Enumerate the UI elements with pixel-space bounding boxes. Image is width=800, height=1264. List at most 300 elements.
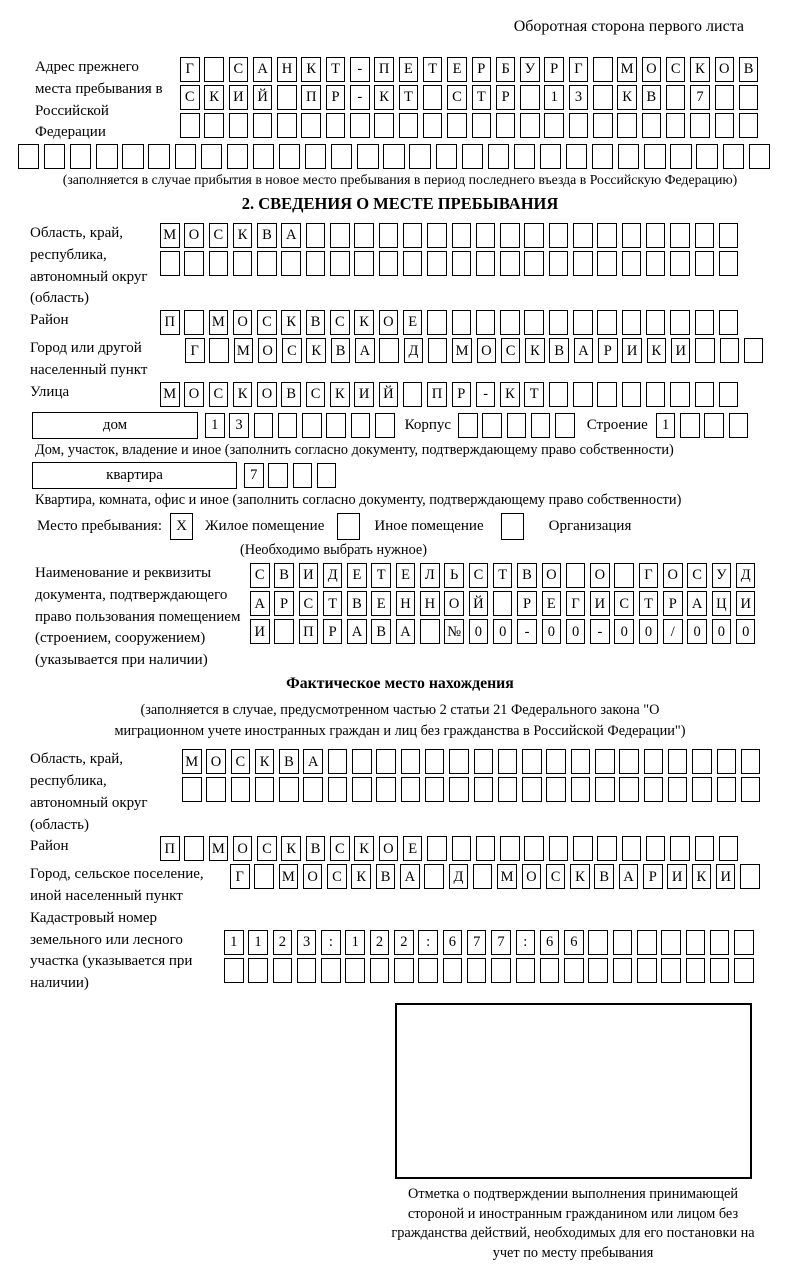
char-box[interactable]: Р [544, 57, 564, 82]
char-box[interactable] [209, 251, 229, 276]
char-box[interactable]: В [371, 619, 391, 644]
char-box[interactable] [443, 958, 463, 983]
char-box[interactable] [569, 113, 589, 138]
char-box[interactable] [375, 413, 395, 438]
char-box[interactable] [540, 144, 561, 169]
char-box[interactable] [613, 958, 633, 983]
char-box[interactable] [204, 113, 224, 138]
char-box[interactable] [686, 930, 706, 955]
char-box[interactable] [686, 958, 706, 983]
char-box[interactable] [277, 85, 297, 110]
char-box[interactable] [148, 144, 169, 169]
char-box[interactable]: 2 [394, 930, 414, 955]
char-box[interactable] [544, 113, 564, 138]
char-box[interactable] [644, 144, 665, 169]
char-box[interactable] [427, 310, 447, 335]
char-box[interactable] [739, 85, 759, 110]
char-box[interactable] [374, 113, 394, 138]
char-box[interactable]: С [501, 338, 521, 363]
char-box[interactable] [370, 958, 390, 983]
char-box[interactable] [619, 749, 639, 774]
char-box[interactable] [715, 85, 735, 110]
char-box[interactable] [427, 836, 447, 861]
char-box[interactable] [670, 251, 690, 276]
char-box[interactable] [427, 251, 447, 276]
char-box[interactable]: 0 [687, 619, 707, 644]
char-box[interactable]: Г [230, 864, 250, 889]
char-box[interactable]: О [590, 563, 610, 588]
char-box[interactable]: В [306, 836, 326, 861]
char-box[interactable] [549, 223, 569, 248]
char-box[interactable] [96, 144, 117, 169]
char-box[interactable] [622, 836, 642, 861]
char-box[interactable] [614, 563, 634, 588]
char-box[interactable] [224, 958, 244, 983]
char-box[interactable] [472, 113, 492, 138]
char-box[interactable] [376, 777, 396, 802]
char-box[interactable]: Е [399, 57, 419, 82]
char-box[interactable]: М [160, 382, 180, 407]
char-box[interactable]: Р [643, 864, 663, 889]
char-box[interactable]: О [715, 57, 735, 82]
char-box[interactable]: У [712, 563, 732, 588]
char-box[interactable]: Й [253, 85, 273, 110]
char-box[interactable]: А [355, 338, 375, 363]
char-box[interactable]: К [500, 382, 520, 407]
char-box[interactable] [617, 113, 637, 138]
char-box[interactable]: 1 [544, 85, 564, 110]
char-box[interactable] [474, 777, 494, 802]
char-box[interactable] [253, 113, 273, 138]
char-box[interactable]: М [209, 836, 229, 861]
char-box[interactable] [524, 251, 544, 276]
char-box[interactable] [618, 144, 639, 169]
checkbox-organizaciya[interactable] [501, 513, 524, 540]
char-box[interactable] [622, 251, 642, 276]
char-box[interactable] [425, 749, 445, 774]
char-box[interactable]: С [469, 563, 489, 588]
char-box[interactable]: 3 [569, 85, 589, 110]
char-box[interactable] [452, 223, 472, 248]
char-box[interactable]: 3 [229, 413, 249, 438]
char-box[interactable] [293, 463, 313, 488]
char-box[interactable]: 7 [244, 463, 264, 488]
char-box[interactable] [423, 85, 443, 110]
char-box[interactable] [524, 310, 544, 335]
char-box[interactable] [449, 777, 469, 802]
char-box[interactable] [717, 749, 737, 774]
char-box[interactable] [18, 144, 39, 169]
char-box[interactable] [498, 749, 518, 774]
char-box[interactable]: М [209, 310, 229, 335]
char-box[interactable] [257, 251, 277, 276]
checkbox-zhiloe[interactable]: X [170, 513, 193, 540]
char-box[interactable]: С [546, 864, 566, 889]
char-box[interactable] [729, 413, 749, 438]
char-box[interactable]: 0 [469, 619, 489, 644]
char-box[interactable]: 1 [656, 413, 676, 438]
char-box[interactable] [637, 958, 657, 983]
char-box[interactable]: В [281, 382, 301, 407]
char-box[interactable] [646, 382, 666, 407]
char-box[interactable] [593, 57, 613, 82]
char-box[interactable]: К [281, 836, 301, 861]
char-box[interactable]: И [716, 864, 736, 889]
char-box[interactable]: П [299, 619, 319, 644]
char-box[interactable]: С [209, 223, 229, 248]
char-box[interactable] [279, 777, 299, 802]
char-box[interactable] [704, 413, 724, 438]
char-box[interactable] [695, 382, 715, 407]
char-box[interactable]: И [590, 591, 610, 616]
char-box[interactable] [476, 251, 496, 276]
char-box[interactable] [719, 251, 739, 276]
char-box[interactable] [524, 836, 544, 861]
char-box[interactable]: 7 [491, 930, 511, 955]
char-box[interactable] [496, 113, 516, 138]
char-box[interactable] [661, 930, 681, 955]
char-box[interactable]: А [687, 591, 707, 616]
char-box[interactable] [715, 113, 735, 138]
char-box[interactable] [352, 749, 372, 774]
char-box[interactable]: - [517, 619, 537, 644]
char-box[interactable] [458, 413, 478, 438]
char-box[interactable]: О [663, 563, 683, 588]
char-box[interactable]: 3 [297, 930, 317, 955]
char-box[interactable]: Р [598, 338, 618, 363]
char-box[interactable]: Т [323, 591, 343, 616]
char-box[interactable]: 2 [273, 930, 293, 955]
char-box[interactable] [546, 749, 566, 774]
char-box[interactable] [394, 958, 414, 983]
char-box[interactable] [326, 413, 346, 438]
char-box[interactable] [749, 144, 770, 169]
char-box[interactable]: А [574, 338, 594, 363]
char-box[interactable]: К [255, 749, 275, 774]
char-box[interactable]: О [522, 864, 542, 889]
char-box[interactable] [741, 749, 761, 774]
char-box[interactable]: А [253, 57, 273, 82]
char-box[interactable]: № [444, 619, 464, 644]
char-box[interactable]: С [330, 310, 350, 335]
char-box[interactable]: 0 [736, 619, 756, 644]
char-box[interactable] [734, 930, 754, 955]
char-box[interactable]: О [184, 223, 204, 248]
char-box[interactable] [717, 777, 737, 802]
char-box[interactable] [695, 310, 715, 335]
char-box[interactable] [573, 310, 593, 335]
char-box[interactable]: Р [452, 382, 472, 407]
char-box[interactable]: О [379, 836, 399, 861]
char-box[interactable]: И [622, 338, 642, 363]
char-box[interactable] [666, 85, 686, 110]
char-box[interactable]: В [279, 749, 299, 774]
char-box[interactable] [516, 958, 536, 983]
char-box[interactable]: О [233, 310, 253, 335]
char-box[interactable]: Г [569, 57, 589, 82]
char-box[interactable]: С [687, 563, 707, 588]
char-box[interactable]: В [306, 310, 326, 335]
char-box[interactable] [354, 223, 374, 248]
char-box[interactable]: Ц [712, 591, 732, 616]
char-box[interactable] [279, 144, 300, 169]
char-box[interactable] [597, 382, 617, 407]
char-box[interactable] [744, 338, 764, 363]
char-box[interactable]: 1 [345, 930, 365, 955]
char-box[interactable] [70, 144, 91, 169]
char-box[interactable] [588, 958, 608, 983]
char-box[interactable]: П [427, 382, 447, 407]
char-box[interactable] [423, 113, 443, 138]
char-box[interactable]: Г [180, 57, 200, 82]
char-box[interactable] [255, 777, 275, 802]
char-box[interactable] [514, 144, 535, 169]
char-box[interactable]: Т [423, 57, 443, 82]
char-box[interactable] [524, 223, 544, 248]
char-box[interactable] [331, 144, 352, 169]
char-box[interactable]: И [229, 85, 249, 110]
char-box[interactable]: А [396, 619, 416, 644]
char-box[interactable]: В [274, 563, 294, 588]
char-box[interactable]: О [444, 591, 464, 616]
char-box[interactable] [549, 382, 569, 407]
char-box[interactable] [425, 777, 445, 802]
char-box[interactable]: П [301, 85, 321, 110]
char-box[interactable]: 0 [493, 619, 513, 644]
char-box[interactable] [204, 57, 224, 82]
char-box[interactable] [592, 144, 613, 169]
char-box[interactable]: : [321, 930, 341, 955]
char-box[interactable] [427, 223, 447, 248]
char-box[interactable] [719, 223, 739, 248]
char-box[interactable] [695, 836, 715, 861]
char-box[interactable] [646, 836, 666, 861]
char-box[interactable] [305, 144, 326, 169]
char-box[interactable]: 6 [443, 930, 463, 955]
char-box[interactable]: П [374, 57, 394, 82]
char-box[interactable]: - [350, 57, 370, 82]
char-box[interactable] [573, 836, 593, 861]
char-box[interactable]: Е [396, 563, 416, 588]
char-box[interactable] [254, 413, 274, 438]
char-box[interactable] [476, 223, 496, 248]
char-box[interactable] [306, 223, 326, 248]
char-box[interactable] [452, 310, 472, 335]
char-box[interactable]: А [347, 619, 367, 644]
char-box[interactable]: С [327, 864, 347, 889]
char-box[interactable]: О [184, 382, 204, 407]
char-box[interactable] [720, 338, 740, 363]
char-box[interactable] [268, 463, 288, 488]
char-box[interactable] [345, 958, 365, 983]
char-box[interactable] [447, 113, 467, 138]
char-box[interactable] [690, 113, 710, 138]
char-box[interactable]: Р [274, 591, 294, 616]
char-box[interactable]: А [281, 223, 301, 248]
char-box[interactable]: С [306, 382, 326, 407]
char-box[interactable]: 1 [248, 930, 268, 955]
char-box[interactable] [540, 958, 560, 983]
char-box[interactable] [229, 113, 249, 138]
char-box[interactable]: Д [404, 338, 424, 363]
char-box[interactable] [274, 619, 294, 644]
char-box[interactable]: Г [639, 563, 659, 588]
char-box[interactable]: Т [371, 563, 391, 588]
char-box[interactable] [209, 338, 229, 363]
char-box[interactable]: В [376, 864, 396, 889]
char-box[interactable] [281, 251, 301, 276]
char-box[interactable] [254, 864, 274, 889]
char-box[interactable]: К [233, 382, 253, 407]
char-box[interactable] [734, 958, 754, 983]
char-box[interactable]: Т [493, 563, 513, 588]
char-box[interactable] [330, 251, 350, 276]
char-box[interactable] [549, 251, 569, 276]
char-box[interactable] [571, 749, 591, 774]
char-box[interactable] [588, 930, 608, 955]
char-box[interactable]: С [231, 749, 251, 774]
char-box[interactable] [549, 836, 569, 861]
char-box[interactable] [401, 777, 421, 802]
char-box[interactable]: Е [447, 57, 467, 82]
char-box[interactable]: А [619, 864, 639, 889]
char-box[interactable] [379, 223, 399, 248]
char-box[interactable] [379, 338, 399, 363]
char-box[interactable] [644, 777, 664, 802]
char-box[interactable] [184, 310, 204, 335]
char-box[interactable]: Е [347, 563, 367, 588]
char-box[interactable] [666, 113, 686, 138]
char-box[interactable]: К [354, 836, 374, 861]
char-box[interactable]: В [549, 338, 569, 363]
char-box[interactable] [182, 777, 202, 802]
char-box[interactable] [403, 382, 423, 407]
char-box[interactable]: С [257, 310, 277, 335]
char-box[interactable] [566, 144, 587, 169]
char-box[interactable]: В [594, 864, 614, 889]
char-box[interactable]: В [642, 85, 662, 110]
char-box[interactable]: Е [403, 836, 423, 861]
char-box[interactable] [321, 958, 341, 983]
char-box[interactable]: С [282, 338, 302, 363]
char-box[interactable] [646, 223, 666, 248]
char-box[interactable] [622, 310, 642, 335]
char-box[interactable]: 7 [690, 85, 710, 110]
char-box[interactable] [473, 864, 493, 889]
char-box[interactable]: Г [566, 591, 586, 616]
char-box[interactable]: - [590, 619, 610, 644]
char-box[interactable]: В [257, 223, 277, 248]
char-box[interactable]: О [642, 57, 662, 82]
char-box[interactable] [661, 958, 681, 983]
char-box[interactable] [175, 144, 196, 169]
char-box[interactable] [227, 144, 248, 169]
char-box[interactable] [692, 749, 712, 774]
char-box[interactable] [739, 113, 759, 138]
char-box[interactable] [571, 777, 591, 802]
char-box[interactable] [376, 749, 396, 774]
char-box[interactable] [248, 958, 268, 983]
char-box[interactable]: А [250, 591, 270, 616]
char-box[interactable] [420, 619, 440, 644]
char-box[interactable]: Т [472, 85, 492, 110]
char-box[interactable]: А [400, 864, 420, 889]
char-box[interactable]: С [180, 85, 200, 110]
char-box[interactable] [201, 144, 222, 169]
char-box[interactable]: К [330, 382, 350, 407]
char-box[interactable] [399, 113, 419, 138]
char-box[interactable]: М [160, 223, 180, 248]
char-box[interactable] [668, 749, 688, 774]
char-box[interactable]: К [354, 310, 374, 335]
char-box[interactable]: П [160, 310, 180, 335]
char-box[interactable]: К [692, 864, 712, 889]
char-box[interactable] [273, 958, 293, 983]
char-box[interactable]: 0 [566, 619, 586, 644]
char-box[interactable]: Л [420, 563, 440, 588]
char-box[interactable] [595, 749, 615, 774]
char-box[interactable]: Н [420, 591, 440, 616]
char-box[interactable] [297, 958, 317, 983]
char-box[interactable]: И [671, 338, 691, 363]
char-box[interactable] [573, 382, 593, 407]
char-box[interactable] [476, 310, 496, 335]
char-box[interactable]: Н [396, 591, 416, 616]
char-box[interactable] [462, 144, 483, 169]
char-box[interactable]: - [350, 85, 370, 110]
char-box[interactable] [379, 251, 399, 276]
char-box[interactable] [573, 251, 593, 276]
char-box[interactable] [184, 836, 204, 861]
char-box[interactable] [719, 310, 739, 335]
char-box[interactable] [326, 113, 346, 138]
char-box[interactable]: О [303, 864, 323, 889]
char-box[interactable]: К [374, 85, 394, 110]
char-box[interactable] [253, 144, 274, 169]
char-box[interactable]: И [354, 382, 374, 407]
char-box[interactable]: Р [323, 619, 343, 644]
char-box[interactable] [491, 958, 511, 983]
char-box[interactable] [401, 749, 421, 774]
char-box[interactable] [741, 777, 761, 802]
char-box[interactable] [317, 463, 337, 488]
char-box[interactable]: - [476, 382, 496, 407]
char-box[interactable] [723, 144, 744, 169]
char-box[interactable]: С [666, 57, 686, 82]
char-box[interactable] [160, 251, 180, 276]
char-box[interactable]: 0 [614, 619, 634, 644]
char-box[interactable]: : [418, 930, 438, 955]
char-box[interactable] [474, 749, 494, 774]
char-box[interactable] [696, 144, 717, 169]
char-box[interactable] [680, 413, 700, 438]
char-box[interactable] [670, 223, 690, 248]
char-box[interactable]: М [234, 338, 254, 363]
char-box[interactable]: В [347, 591, 367, 616]
char-box[interactable]: К [690, 57, 710, 82]
char-box[interactable] [668, 777, 688, 802]
char-box[interactable] [670, 836, 690, 861]
char-box[interactable] [303, 777, 323, 802]
char-box[interactable]: Й [379, 382, 399, 407]
char-box[interactable] [597, 836, 617, 861]
char-box[interactable]: Р [326, 85, 346, 110]
char-box[interactable]: Е [371, 591, 391, 616]
char-box[interactable]: / [663, 619, 683, 644]
char-box[interactable] [622, 223, 642, 248]
char-box[interactable] [330, 223, 350, 248]
char-box[interactable]: И [736, 591, 756, 616]
